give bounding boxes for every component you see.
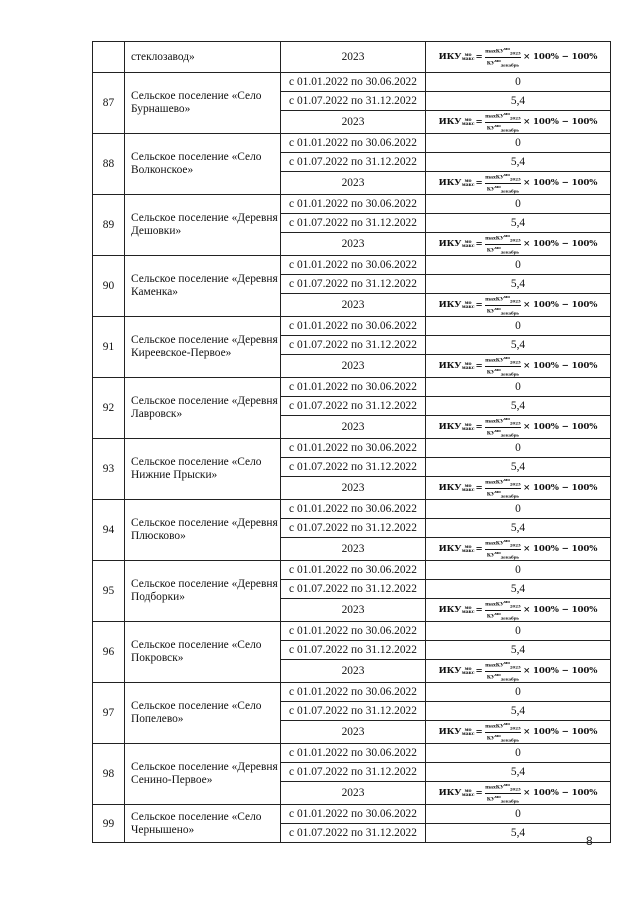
period-cell: с 01.01.2022 по 30.06.2022	[281, 439, 426, 458]
period-cell: с 01.07.2022 по 31.12.2022	[281, 275, 426, 294]
formula	[439, 355, 598, 376]
formula-numerator: maxКУ	[485, 541, 504, 548]
period-cell: с 01.01.2022 по 30.06.2022	[281, 317, 426, 336]
formula	[439, 46, 598, 67]
value-cell: 5,4	[426, 580, 611, 599]
formula-numerator: maxКУ	[485, 358, 504, 365]
settlement-name: Сельское поселение «Село Попелево»	[125, 683, 281, 744]
period-cell: с 01.07.2022 по 31.12.2022	[281, 763, 426, 782]
period-cell: с 01.01.2022 по 30.06.2022	[281, 256, 426, 275]
formula-numerator-sup: мо	[503, 233, 510, 239]
formula-lhs-sup: мо	[464, 788, 472, 794]
formula-eq: =	[475, 239, 483, 249]
formula-denominator-sub: декабрь	[500, 554, 519, 560]
settlement-name: Сельское поселение «Деревня Подборки»	[125, 561, 281, 622]
value-cell: 5,4	[426, 153, 611, 172]
formula-fraction	[485, 111, 522, 132]
formula-fraction	[485, 721, 522, 742]
formula-lhs-sub: макс	[461, 57, 475, 63]
period-cell: с 01.07.2022 по 31.12.2022	[281, 702, 426, 721]
period-cell: с 01.07.2022 по 31.12.2022	[281, 153, 426, 172]
formula-numerator: maxКУ	[485, 419, 504, 426]
settlement-name: Сельское поселение «Деревня Киреевское-Первое»	[125, 317, 281, 378]
period-cell: с 01.01.2022 по 30.06.2022	[281, 500, 426, 519]
period-cell: 2023	[281, 477, 426, 500]
period-cell: с 01.01.2022 по 30.06.2022	[281, 622, 426, 641]
value-cell: 5,4	[426, 397, 611, 416]
formula-numerator-sub: 2023	[509, 177, 521, 182]
period-cell: с 01.07.2022 по 31.12.2022	[281, 580, 426, 599]
table-row	[93, 134, 611, 153]
period-cell: с 01.07.2022 по 31.12.2022	[281, 824, 426, 843]
formula-denominator-sup: мо	[494, 58, 501, 63]
formula	[439, 233, 598, 254]
formula-lhs: ИКУ	[438, 178, 462, 188]
formula-lhs-sup: мо	[464, 544, 472, 550]
value-cell: 5,4	[426, 275, 611, 294]
row-number	[93, 42, 125, 73]
formula-numerator: maxКУ	[485, 236, 504, 243]
formula-denominator: КУ	[486, 186, 495, 193]
formula	[439, 599, 598, 620]
formula-denominator: КУ	[486, 430, 495, 437]
formula	[439, 782, 598, 803]
formula-numerator-sup: мо	[503, 111, 510, 117]
row-number: 96	[93, 622, 125, 683]
formula-lhs-sub: макс	[461, 244, 475, 250]
formula-numerator-sub: 2023	[509, 421, 521, 426]
row-number: 91	[93, 317, 125, 378]
formula-numerator: maxКУ	[485, 785, 504, 792]
formula-denominator-sub: декабрь	[500, 432, 519, 438]
formula-numerator-sup: мо	[503, 721, 510, 727]
formula-eq: =	[475, 117, 483, 127]
formula-denominator-sub: декабрь	[500, 127, 519, 133]
formula-lhs-sup: мо	[464, 483, 472, 489]
formula-fraction	[485, 416, 522, 437]
formula-eq: =	[475, 727, 483, 737]
formula-numerator-sup: мо	[503, 355, 510, 361]
formula-rest: × 100% − 100%	[523, 788, 598, 798]
settlement-name: стеклозавод»	[125, 42, 281, 73]
formula-fraction	[485, 355, 522, 376]
formula-numerator-sub: 2023	[509, 299, 521, 304]
formula-cell	[426, 477, 611, 500]
formula-fraction	[485, 782, 522, 803]
formula-numerator-sup: мо	[503, 660, 510, 666]
formula-fraction	[485, 477, 522, 498]
period-cell: 2023	[281, 172, 426, 195]
formula-denominator-sup: мо	[494, 489, 501, 494]
formula-numerator-sub: 2023	[509, 604, 521, 609]
formula-lhs-sub: макс	[461, 793, 475, 799]
period-cell: с 01.07.2022 по 31.12.2022	[281, 214, 426, 233]
value-cell: 0	[426, 317, 611, 336]
formula-numerator-sup: мо	[503, 294, 510, 300]
row-number: 90	[93, 256, 125, 317]
period-cell: 2023	[281, 538, 426, 561]
row-number: 99	[93, 805, 125, 843]
formula-numerator: maxКУ	[485, 602, 504, 609]
formula-eq: =	[475, 52, 483, 62]
formula-eq: =	[475, 788, 483, 798]
formula-denominator: КУ	[486, 247, 495, 254]
formula-lhs: ИКУ	[438, 300, 462, 310]
period-cell: с 01.01.2022 по 30.06.2022	[281, 73, 426, 92]
formula-numerator: maxКУ	[485, 297, 504, 304]
formula-lhs: ИКУ	[438, 605, 462, 615]
formula-rest: × 100% − 100%	[523, 544, 598, 554]
table-row	[93, 378, 611, 397]
value-cell: 5,4	[426, 763, 611, 782]
formula-eq: =	[475, 300, 483, 310]
formula-denominator: КУ	[486, 735, 495, 742]
table-row	[93, 805, 611, 824]
period-cell: 2023	[281, 660, 426, 683]
formula-eq: =	[475, 422, 483, 432]
formula-lhs: ИКУ	[438, 727, 462, 737]
settlement-name: Сельское поселение «Село Чернышено»	[125, 805, 281, 843]
period-cell: с 01.01.2022 по 30.06.2022	[281, 134, 426, 153]
formula-lhs-sup: мо	[464, 361, 472, 367]
value-cell: 5,4	[426, 458, 611, 477]
value-cell: 0	[426, 256, 611, 275]
formula-lhs: ИКУ	[438, 117, 462, 127]
formula-denominator-sub: декабрь	[500, 62, 519, 68]
formula-numerator: maxКУ	[485, 480, 504, 487]
formula-numerator-sub: 2023	[509, 543, 521, 548]
formula-numerator: maxКУ	[485, 114, 504, 121]
value-cell: 0	[426, 500, 611, 519]
row-number: 94	[93, 500, 125, 561]
formula-numerator-sub: 2023	[509, 116, 521, 121]
formula-cell	[426, 721, 611, 744]
period-cell: 2023	[281, 721, 426, 744]
formula-denominator-sup: мо	[494, 611, 501, 616]
formula	[439, 660, 598, 681]
formula-denominator-sup: мо	[494, 733, 501, 738]
settlement-name: Сельское поселение «Деревня Плюсково»	[125, 500, 281, 561]
formula-fraction	[485, 599, 522, 620]
table-row	[93, 439, 611, 458]
formula-numerator-sub: 2023	[509, 482, 521, 487]
formula-cell	[426, 538, 611, 561]
formula-lhs-sup: мо	[464, 605, 472, 611]
table-row	[93, 744, 611, 763]
formula-lhs-sub: макс	[461, 549, 475, 555]
period-cell: 2023	[281, 782, 426, 805]
formula	[439, 294, 598, 315]
period-cell: с 01.01.2022 по 30.06.2022	[281, 378, 426, 397]
formula-lhs-sup: мо	[464, 666, 472, 672]
period-cell: с 01.07.2022 по 31.12.2022	[281, 397, 426, 416]
formula-eq: =	[475, 178, 483, 188]
value-cell: 5,4	[426, 519, 611, 538]
formula-lhs-sup: мо	[464, 422, 472, 428]
formula-lhs: ИКУ	[438, 666, 462, 676]
period-cell: 2023	[281, 294, 426, 317]
formula-numerator-sup: мо	[503, 172, 510, 178]
formula-cell	[426, 294, 611, 317]
value-cell: 0	[426, 805, 611, 824]
value-cell: 5,4	[426, 824, 611, 843]
formula-lhs: ИКУ	[438, 361, 462, 371]
period-cell: с 01.01.2022 по 30.06.2022	[281, 744, 426, 763]
formula-denominator-sub: декабрь	[500, 249, 519, 255]
formula-lhs-sub: макс	[461, 183, 475, 189]
formula-lhs: ИКУ	[438, 483, 462, 493]
formula-eq: =	[475, 605, 483, 615]
formula	[439, 721, 598, 742]
formula-denominator: КУ	[486, 308, 495, 315]
period-cell: с 01.01.2022 по 30.06.2022	[281, 561, 426, 580]
formula-denominator-sub: декабрь	[500, 615, 519, 621]
formula-denominator: КУ	[486, 552, 495, 559]
period-cell: с 01.01.2022 по 30.06.2022	[281, 683, 426, 702]
formula-denominator: КУ	[486, 674, 495, 681]
value-cell: 0	[426, 73, 611, 92]
row-number: 97	[93, 683, 125, 744]
period-cell: 2023	[281, 42, 426, 73]
formula	[439, 111, 598, 132]
formula-denominator-sub: декабрь	[500, 188, 519, 194]
formula-fraction	[485, 46, 522, 67]
formula-numerator: maxКУ	[485, 49, 504, 56]
formula-lhs-sup: мо	[464, 727, 472, 733]
formula-denominator: КУ	[486, 125, 495, 132]
formula-eq: =	[475, 544, 483, 554]
formula-cell	[426, 782, 611, 805]
period-cell: с 01.07.2022 по 31.12.2022	[281, 92, 426, 111]
formula-fraction	[485, 233, 522, 254]
formula-numerator-sup: мо	[503, 477, 510, 483]
table-row	[93, 317, 611, 336]
period-cell: 2023	[281, 355, 426, 378]
formula-numerator-sub: 2023	[509, 360, 521, 365]
settlement-name: Сельское поселение «Деревня Каменка»	[125, 256, 281, 317]
settlement-name: Сельское поселение «Деревня Лавровск»	[125, 378, 281, 439]
formula-eq: =	[475, 666, 483, 676]
row-number: 92	[93, 378, 125, 439]
formula-cell	[426, 660, 611, 683]
formula-numerator-sub: 2023	[509, 51, 521, 56]
value-cell: 5,4	[426, 641, 611, 660]
formula-rest: × 100% − 100%	[523, 361, 598, 371]
value-cell: 0	[426, 683, 611, 702]
period-cell: с 01.01.2022 по 30.06.2022	[281, 805, 426, 824]
row-number: 95	[93, 561, 125, 622]
formula-rest: × 100% − 100%	[523, 666, 598, 676]
formula-denominator: КУ	[486, 491, 495, 498]
formula-denominator-sup: мо	[494, 428, 501, 433]
formula-lhs-sub: макс	[461, 610, 475, 616]
formula-lhs-sup: мо	[464, 52, 472, 58]
period-cell: с 01.07.2022 по 31.12.2022	[281, 641, 426, 660]
formula-lhs-sub: макс	[461, 488, 475, 494]
formula-rest: × 100% − 100%	[523, 422, 598, 432]
formula-lhs-sub: макс	[461, 671, 475, 677]
formula-rest: × 100% − 100%	[523, 727, 598, 737]
formula-numerator-sup: мо	[503, 782, 510, 788]
formula-numerator-sup: мо	[503, 538, 510, 544]
formula-rest: × 100% − 100%	[523, 52, 598, 62]
period-cell: с 01.07.2022 по 31.12.2022	[281, 458, 426, 477]
formula-denominator: КУ	[486, 60, 495, 67]
period-cell: 2023	[281, 599, 426, 622]
formula-lhs-sup: мо	[464, 239, 472, 245]
value-cell: 0	[426, 439, 611, 458]
formula-denominator-sup: мо	[494, 367, 501, 372]
value-cell: 0	[426, 622, 611, 641]
row-number: 89	[93, 195, 125, 256]
formula-numerator-sub: 2023	[509, 665, 521, 670]
formula-numerator: maxКУ	[485, 724, 504, 731]
table-row	[93, 256, 611, 275]
formula-lhs-sub: макс	[461, 366, 475, 372]
period-cell: с 01.07.2022 по 31.12.2022	[281, 336, 426, 355]
value-cell: 0	[426, 378, 611, 397]
formula-numerator-sup: мо	[503, 599, 510, 605]
value-cell: 0	[426, 561, 611, 580]
value-cell: 5,4	[426, 336, 611, 355]
formula-denominator-sup: мо	[494, 794, 501, 799]
period-cell: 2023	[281, 111, 426, 134]
row-number: 88	[93, 134, 125, 195]
value-cell: 5,4	[426, 702, 611, 721]
value-cell: 0	[426, 744, 611, 763]
formula-lhs: ИКУ	[438, 239, 462, 249]
formula-fraction	[485, 294, 522, 315]
formula-rest: × 100% − 100%	[523, 605, 598, 615]
formula-denominator-sup: мо	[494, 184, 501, 189]
formula-lhs-sub: макс	[461, 427, 475, 433]
formula	[439, 538, 598, 559]
formula-denominator-sub: декабрь	[500, 310, 519, 316]
formula-denominator-sub: декабрь	[500, 798, 519, 804]
formula-denominator-sub: декабрь	[500, 737, 519, 743]
formula-denominator-sup: мо	[494, 550, 501, 555]
formula-cell	[426, 42, 611, 73]
settlement-name: Сельское поселение «Село Волконское»	[125, 134, 281, 195]
formula-denominator-sup: мо	[494, 245, 501, 250]
formula-rest: × 100% − 100%	[523, 239, 598, 249]
formula-rest: × 100% − 100%	[523, 117, 598, 127]
settlement-name: Сельское поселение «Село Бурнашево»	[125, 73, 281, 134]
settlement-name: Сельское поселение «Деревня Сенино-Первое»	[125, 744, 281, 805]
formula-denominator-sub: декабрь	[500, 676, 519, 682]
settlement-name: Сельское поселение «Село Нижние Прыски»	[125, 439, 281, 500]
formula-cell	[426, 172, 611, 195]
formula-numerator-sub: 2023	[509, 787, 521, 792]
formula-numerator-sub: 2023	[509, 726, 521, 731]
settlement-name: Сельское поселение «Деревня Дешовки»	[125, 195, 281, 256]
formula	[439, 172, 598, 193]
formula-lhs: ИКУ	[438, 52, 462, 62]
formula-cell	[426, 111, 611, 134]
settlement-name: Сельское поселение «Село Покровск»	[125, 622, 281, 683]
row-number: 98	[93, 744, 125, 805]
value-cell: 0	[426, 195, 611, 214]
value-cell: 5,4	[426, 92, 611, 111]
formula-fraction	[485, 172, 522, 193]
formula-numerator: maxКУ	[485, 175, 504, 182]
value-cell: 5,4	[426, 214, 611, 233]
formula-cell	[426, 355, 611, 378]
tariff-table	[92, 41, 611, 843]
formula-lhs-sup: мо	[464, 178, 472, 184]
formula-denominator: КУ	[486, 613, 495, 620]
table-row	[93, 683, 611, 702]
formula-denominator-sup: мо	[494, 672, 501, 677]
formula-fraction	[485, 660, 522, 681]
period-cell: 2023	[281, 416, 426, 439]
period-cell: 2023	[281, 233, 426, 256]
page-number: 8	[586, 834, 593, 848]
formula-numerator-sup: мо	[503, 46, 510, 52]
formula-denominator: КУ	[486, 369, 495, 376]
formula-cell	[426, 416, 611, 439]
formula-rest: × 100% − 100%	[523, 483, 598, 493]
row-number: 93	[93, 439, 125, 500]
formula-denominator-sub: декабрь	[500, 371, 519, 377]
formula-denominator-sup: мо	[494, 123, 501, 128]
table-row	[93, 195, 611, 214]
value-cell: 0	[426, 134, 611, 153]
formula-rest: × 100% − 100%	[523, 300, 598, 310]
row-number: 87	[93, 73, 125, 134]
formula-lhs-sub: макс	[461, 305, 475, 311]
formula	[439, 477, 598, 498]
formula-lhs-sub: макс	[461, 122, 475, 128]
formula	[439, 416, 598, 437]
formula-denominator: КУ	[486, 796, 495, 803]
formula-rest: × 100% − 100%	[523, 178, 598, 188]
period-cell: с 01.07.2022 по 31.12.2022	[281, 519, 426, 538]
formula-denominator-sub: декабрь	[500, 493, 519, 499]
formula-lhs: ИКУ	[438, 788, 462, 798]
formula-cell	[426, 233, 611, 256]
formula-lhs: ИКУ	[438, 422, 462, 432]
table-row	[93, 561, 611, 580]
period-cell: с 01.01.2022 по 30.06.2022	[281, 195, 426, 214]
table-row	[93, 42, 611, 73]
formula-lhs-sup: мо	[464, 300, 472, 306]
formula-eq: =	[475, 483, 483, 493]
formula-denominator-sup: мо	[494, 306, 501, 311]
formula-eq: =	[475, 361, 483, 371]
formula-lhs-sup: мо	[464, 117, 472, 123]
formula-lhs-sub: макс	[461, 732, 475, 738]
formula-cell	[426, 599, 611, 622]
table-row	[93, 500, 611, 519]
formula-numerator: maxКУ	[485, 663, 504, 670]
formula-fraction	[485, 538, 522, 559]
table-row	[93, 73, 611, 92]
formula-numerator-sup: мо	[503, 416, 510, 422]
table-row	[93, 622, 611, 641]
formula-lhs: ИКУ	[438, 544, 462, 554]
formula-numerator-sub: 2023	[509, 238, 521, 243]
